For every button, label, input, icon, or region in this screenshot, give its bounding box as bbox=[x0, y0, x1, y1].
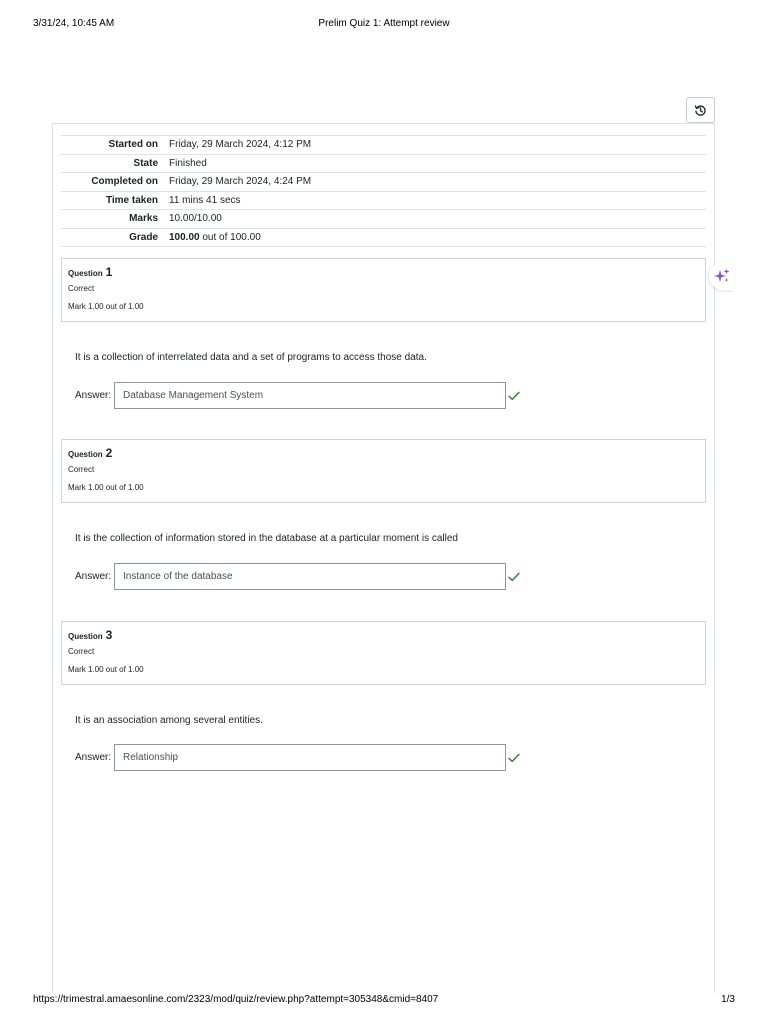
summary-label: Grade bbox=[129, 231, 158, 243]
question-number bbox=[68, 628, 699, 644]
answer-label: Answer: bbox=[75, 390, 112, 401]
summary-row-time-taken bbox=[61, 191, 706, 210]
question-grade: Mark 1.00 out of 1.00 bbox=[68, 483, 144, 492]
history-icon bbox=[694, 104, 707, 117]
answer-input-3[interactable] bbox=[114, 744, 506, 771]
main-region bbox=[52, 123, 715, 993]
print-header bbox=[33, 18, 735, 32]
grade-out-of: out of 100.00 bbox=[199, 231, 261, 243]
question-num: 2 bbox=[105, 446, 113, 460]
summary-row-grade bbox=[61, 228, 706, 247]
print-url: https://trimestral.amaesonline.com/2323/mod/quiz/review.php?attempt=305348&cmid=8407 bbox=[33, 994, 439, 1005]
summary-row-marks bbox=[61, 210, 706, 229]
question-info-2 bbox=[61, 439, 706, 503]
question-info-1 bbox=[61, 258, 706, 322]
ai-assistant-button[interactable] bbox=[709, 262, 735, 290]
grade-score: 100.00 bbox=[169, 231, 200, 243]
summary-row-state bbox=[61, 154, 706, 173]
summary-value: 10.00/10.00 bbox=[169, 213, 222, 225]
question-number bbox=[68, 265, 699, 281]
print-footer bbox=[33, 994, 735, 1008]
print-page-title: Prelim Quiz 1: Attempt review bbox=[318, 18, 450, 29]
question-num: 3 bbox=[105, 628, 113, 642]
summary-label: Marks bbox=[129, 213, 158, 225]
question-number bbox=[68, 446, 699, 462]
question-prefix: Question bbox=[68, 269, 103, 278]
attempt-summary-table bbox=[61, 135, 706, 247]
check-icon bbox=[507, 570, 521, 584]
history-button[interactable] bbox=[686, 97, 715, 123]
answer-row-2 bbox=[75, 563, 521, 590]
answer-label: Answer: bbox=[75, 571, 112, 582]
question-info-3 bbox=[61, 621, 706, 685]
answer-input-2[interactable] bbox=[114, 563, 506, 590]
question-grade: Mark 1.00 out of 1.00 bbox=[68, 302, 144, 311]
summary-value: Friday, 29 March 2024, 4:24 PM bbox=[169, 176, 312, 188]
summary-value bbox=[165, 228, 706, 247]
answer-input-1[interactable] bbox=[114, 382, 506, 409]
question-text-3: It is an association among several entities. bbox=[75, 715, 263, 726]
question-grade: Mark 1.00 out of 1.00 bbox=[68, 665, 144, 674]
answer-row-1 bbox=[75, 382, 521, 409]
sparkles-icon bbox=[714, 268, 730, 284]
summary-row-started bbox=[61, 136, 706, 155]
question-text-1: It is a collection of interrelated data and a set of programs to access those data. bbox=[75, 352, 427, 363]
print-date: 3/31/24, 10:45 AM bbox=[33, 18, 115, 29]
check-icon bbox=[507, 389, 521, 403]
summary-label: State bbox=[133, 157, 158, 169]
summary-value: 11 mins 41 secs bbox=[169, 194, 241, 206]
summary-label: Time taken bbox=[105, 194, 158, 206]
check-icon bbox=[507, 751, 521, 765]
summary-value: Finished bbox=[169, 157, 207, 169]
print-page-number: 1/3 bbox=[721, 994, 735, 1005]
summary-label: Started on bbox=[108, 139, 158, 151]
question-state: Correct bbox=[68, 465, 95, 474]
summary-row-completed bbox=[61, 173, 706, 192]
question-num: 1 bbox=[105, 265, 113, 279]
answer-row-3 bbox=[75, 744, 521, 771]
question-prefix: Question bbox=[68, 450, 103, 459]
question-state: Correct bbox=[68, 284, 95, 293]
question-text-2: It is the collection of information stored in the database at a particular moment is called bbox=[75, 533, 458, 544]
question-prefix: Question bbox=[68, 632, 103, 641]
summary-value: Friday, 29 March 2024, 4:12 PM bbox=[169, 139, 312, 151]
question-state: Correct bbox=[68, 647, 95, 656]
answer-label: Answer: bbox=[75, 752, 112, 763]
summary-label: Completed on bbox=[91, 176, 158, 188]
